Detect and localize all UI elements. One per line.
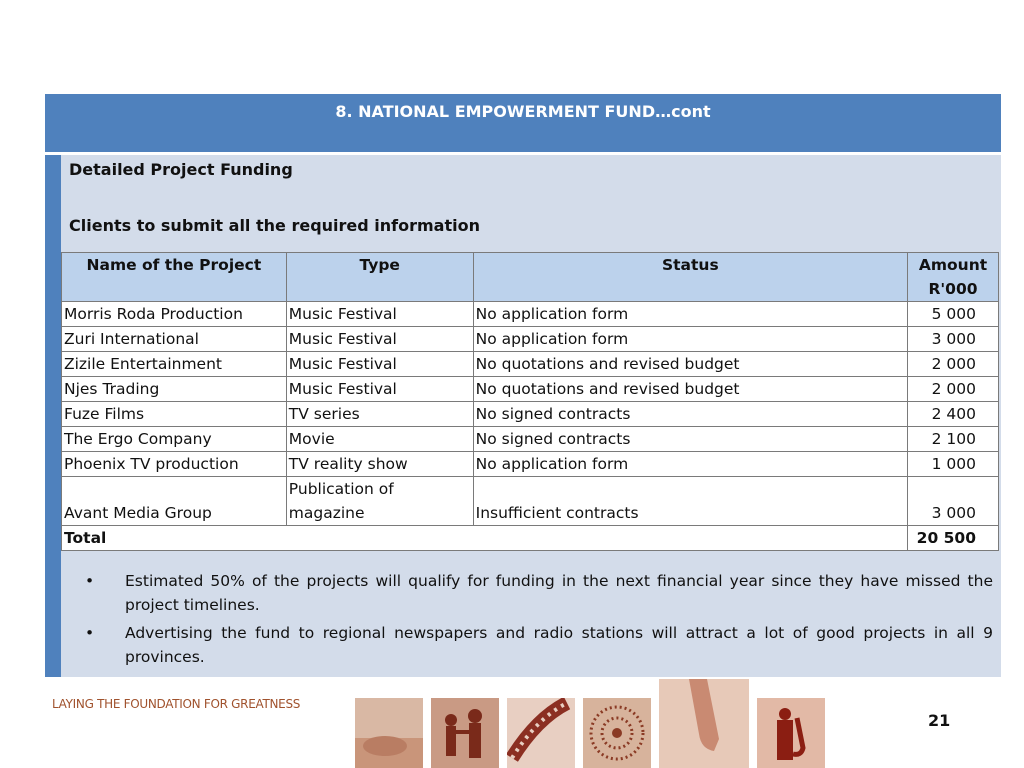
table-row <box>62 377 999 402</box>
table-row <box>62 452 999 477</box>
content-panel <box>45 155 1001 677</box>
project-status-cell: No application form <box>473 327 907 352</box>
project-name-cell: Zizile Entertainment <box>62 352 287 377</box>
bullet-icon: • <box>85 624 95 642</box>
family-silhouette-image <box>431 698 499 768</box>
project-type-cell: Movie <box>286 427 473 452</box>
total-label: Total <box>62 526 908 551</box>
project-amount-cell: 3 000 <box>908 477 999 526</box>
table-row <box>62 302 999 327</box>
section-subheading: Clients to submit all the required information <box>69 216 480 235</box>
project-name-cell: Morris Roda Production <box>62 302 287 327</box>
project-amount-cell: 2 000 <box>908 377 999 402</box>
braille-hands-image <box>355 698 423 768</box>
column-header-amount: Amount R'000 <box>908 253 999 302</box>
project-type-cell: Music Festival <box>286 352 473 377</box>
table-row <box>62 327 999 352</box>
project-status-cell: Insufficient contracts <box>473 477 907 526</box>
project-status-cell: No application form <box>473 302 907 327</box>
project-amount-cell: 2 100 <box>908 427 999 452</box>
section-heading: Detailed Project Funding <box>69 160 293 179</box>
footer-tagline: LAYING THE FOUNDATION FOR GREATNESS <box>52 697 301 711</box>
total-amount: 20 500 <box>908 526 999 551</box>
table-row <box>62 352 999 377</box>
project-amount-cell: 2 000 <box>908 352 999 377</box>
column-header-type: Type <box>286 253 473 302</box>
project-name-cell: Njes Trading <box>62 377 287 402</box>
saxophone-player-image <box>757 698 825 768</box>
project-status-cell: No signed contracts <box>473 427 907 452</box>
table-row <box>62 477 999 526</box>
project-amount-cell: 5 000 <box>908 302 999 327</box>
film-reel-image <box>507 698 575 768</box>
project-amount-cell: 3 000 <box>908 327 999 352</box>
project-status-cell: No quotations and revised budget <box>473 377 907 402</box>
project-name-cell: Avant Media Group <box>62 477 287 526</box>
bullet-list <box>85 569 993 673</box>
project-status-cell: No signed contracts <box>473 402 907 427</box>
project-type-cell: Music Festival <box>286 377 473 402</box>
project-status-cell: No application form <box>473 452 907 477</box>
page-number: 21 <box>928 711 951 730</box>
bullet-item <box>85 569 993 617</box>
total-row <box>62 526 999 551</box>
bullet-icon: • <box>85 572 95 590</box>
table-row <box>62 427 999 452</box>
funding-table <box>61 252 999 551</box>
slide-title: 8. NATIONAL EMPOWERMENT FUND…cont <box>45 94 1001 152</box>
project-name-cell: The Ergo Company <box>62 427 287 452</box>
project-type-cell: Music Festival <box>286 302 473 327</box>
project-name-cell: Fuze Films <box>62 402 287 427</box>
project-status-cell: No quotations and revised budget <box>473 352 907 377</box>
bullet-item <box>85 621 993 669</box>
column-header-name: Name of the Project <box>62 253 287 302</box>
project-type-cell: Music Festival <box>286 327 473 352</box>
project-type-cell: TV series <box>286 402 473 427</box>
project-type-cell: TV reality show <box>286 452 473 477</box>
ballet-shoe-image <box>659 679 749 768</box>
table-header-row <box>62 253 999 302</box>
woven-pattern-image <box>583 698 651 768</box>
column-header-status: Status <box>473 253 907 302</box>
project-name-cell: Zuri International <box>62 327 287 352</box>
table-row <box>62 402 999 427</box>
project-name-cell: Phoenix TV production <box>62 452 287 477</box>
left-accent-bar <box>45 155 61 677</box>
bullet-text: Estimated 50% of the projects will qualify for funding in the next financial year since they have missed the project timelines. <box>125 572 993 614</box>
project-amount-cell: 2 400 <box>908 402 999 427</box>
bullet-text: Advertising the fund to regional newspapers and radio stations will attract a lot of good projects in all 9 provinces. <box>125 624 993 666</box>
project-amount-cell: 1 000 <box>908 452 999 477</box>
project-type-cell: Publication of magazine <box>286 477 473 526</box>
